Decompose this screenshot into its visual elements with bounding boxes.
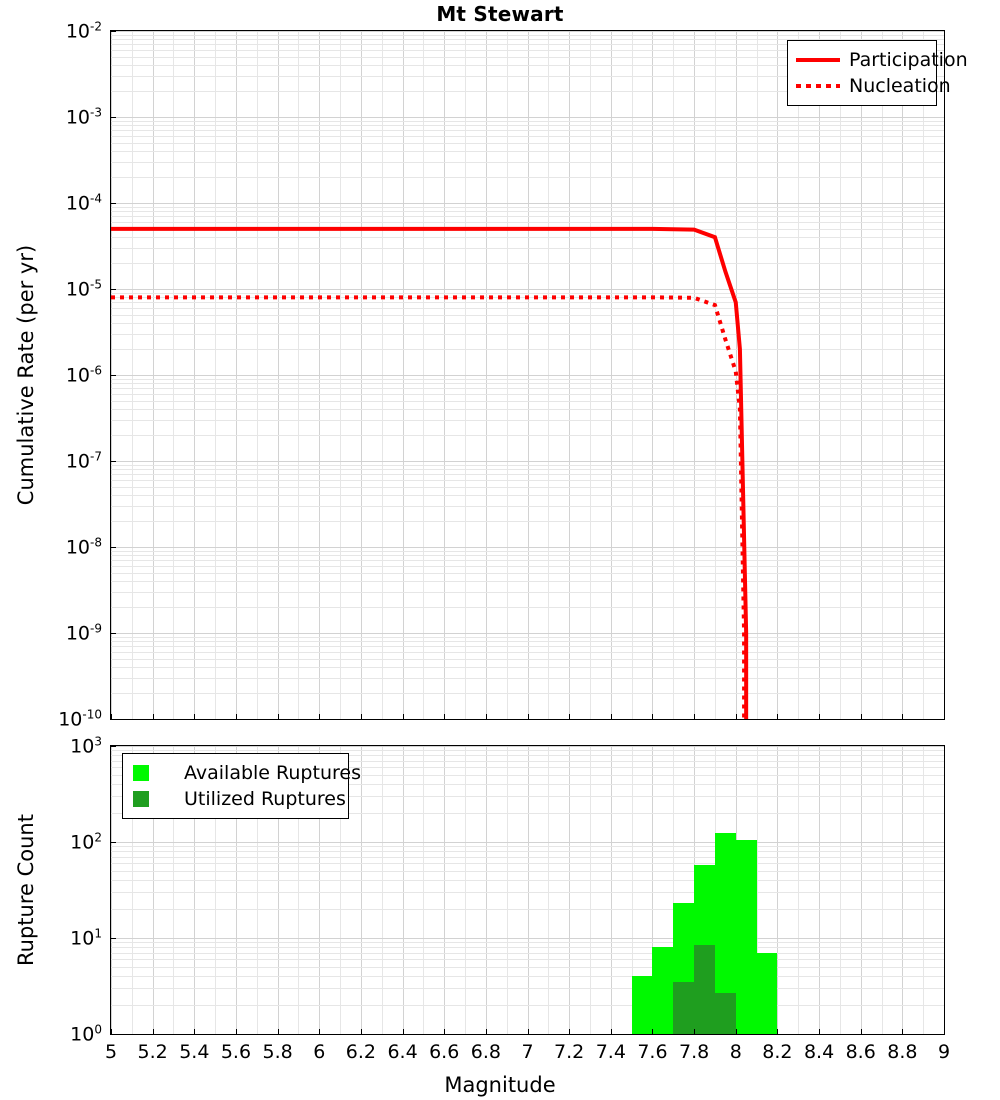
gridline — [111, 880, 944, 881]
y-tick — [110, 117, 116, 118]
gridline — [111, 857, 944, 858]
gridline — [111, 967, 944, 968]
gridline — [944, 746, 945, 1034]
x-tick-label: 6.8 — [470, 1041, 501, 1063]
gridline — [798, 746, 799, 1034]
x-tick-label: 7 — [521, 1041, 534, 1063]
x-tick — [902, 714, 903, 720]
x-tick — [486, 1029, 487, 1035]
gridline — [111, 976, 944, 977]
x-tick — [611, 1029, 612, 1035]
x-tick-label: 7.8 — [678, 1041, 710, 1063]
y-tick — [110, 375, 116, 376]
y-axis-label-bottom: Rupture Count — [14, 814, 38, 966]
legend-label: Nucleation — [849, 75, 951, 97]
x-tick-label: 5.6 — [220, 1041, 252, 1063]
gridline — [111, 938, 944, 939]
y-tick-label: $10^{-10}$ — [58, 707, 102, 731]
bar-utilized — [652, 1034, 673, 1035]
x-tick — [777, 714, 778, 720]
gridline — [528, 746, 529, 1034]
x-tick — [403, 1029, 404, 1035]
gridline — [111, 942, 944, 943]
x-tick — [444, 1029, 445, 1035]
gridline — [111, 953, 944, 954]
gridline — [444, 746, 445, 1034]
bar-available — [611, 1034, 632, 1035]
y-tick — [110, 31, 116, 32]
x-tick — [319, 714, 320, 720]
bar-available — [736, 840, 757, 1034]
x-tick — [694, 1029, 695, 1035]
y-axis-label-top: Cumulative Rate (per yr) — [14, 244, 38, 506]
x-tick — [861, 1029, 862, 1035]
series-line — [111, 297, 744, 719]
gridline — [111, 1005, 944, 1006]
y-tick — [110, 633, 116, 634]
x-tick — [278, 1029, 279, 1035]
gridline — [111, 909, 944, 910]
x-tick — [652, 1029, 653, 1035]
gridline — [777, 746, 778, 1034]
x-tick — [278, 714, 279, 720]
y-tick-label: $10^0$ — [70, 1022, 102, 1046]
x-tick-label: 6.4 — [387, 1041, 418, 1063]
x-tick — [611, 714, 612, 720]
gridline — [569, 746, 570, 1034]
y-tick-label: $10^3$ — [70, 734, 102, 758]
x-tick — [444, 714, 445, 720]
legend-bottom — [122, 753, 361, 819]
bar-utilized — [673, 982, 694, 1034]
gridline — [111, 746, 944, 747]
x-tick — [569, 714, 570, 720]
x-tick-label: 9 — [937, 1041, 951, 1063]
x-tick — [361, 714, 362, 720]
gridline — [590, 746, 591, 1034]
gridline — [111, 842, 944, 843]
x-tick-label: 8.2 — [762, 1041, 793, 1063]
x-tick-label: 8.6 — [845, 1041, 876, 1063]
y-tick — [110, 547, 116, 548]
bar-available — [652, 947, 673, 1034]
gridline — [382, 746, 383, 1034]
x-tick-label: 6 — [313, 1041, 326, 1063]
legend-item-utilized-ruptures — [131, 786, 346, 812]
x-tick — [486, 714, 487, 720]
legend-top — [787, 40, 968, 106]
x-tick-label: 7.2 — [554, 1041, 585, 1063]
line-solid-icon — [796, 51, 840, 69]
gridline — [423, 746, 424, 1034]
x-tick — [736, 1029, 737, 1035]
line-dotted-icon — [796, 77, 840, 95]
x-tick — [736, 714, 737, 720]
y-tick-label: $10^{-8}$ — [65, 535, 102, 559]
series-line — [111, 229, 746, 719]
legend-label: Available Ruptures — [184, 762, 361, 784]
gridline — [111, 746, 112, 1034]
swatch-available-icon — [131, 764, 175, 782]
gridline — [486, 746, 487, 1034]
y-tick-label: $10^{-4}$ — [65, 191, 102, 215]
bar-available — [569, 1034, 590, 1035]
x-tick-label: 8 — [729, 1041, 742, 1063]
gridline — [861, 746, 862, 1034]
x-tick — [944, 714, 945, 720]
gridline — [403, 746, 404, 1034]
x-tick — [528, 714, 529, 720]
x-tick — [153, 714, 154, 720]
gridline — [111, 851, 944, 852]
y-tick — [110, 746, 116, 747]
gridline — [111, 750, 944, 751]
gridline — [611, 746, 612, 1034]
x-tick — [694, 714, 695, 720]
x-tick — [528, 1029, 529, 1035]
x-tick — [819, 1029, 820, 1035]
x-tick — [361, 1029, 362, 1035]
bar-available — [757, 953, 778, 1034]
x-tick-label: 5.8 — [262, 1041, 293, 1063]
y-tick-label: $10^{-5}$ — [65, 277, 102, 301]
gridline — [111, 959, 944, 960]
y-tick — [110, 203, 116, 204]
y-tick-label: $10^1$ — [70, 926, 102, 950]
y-tick — [110, 938, 116, 939]
gridline — [465, 746, 466, 1034]
swatch-utilized-icon — [131, 790, 175, 808]
legend-item-nucleation — [796, 73, 951, 99]
legend-label: Utilized Ruptures — [184, 788, 346, 810]
gridline — [111, 863, 944, 864]
x-tick-label: 8.8 — [887, 1041, 918, 1063]
gridline — [548, 746, 549, 1034]
bar-utilized — [715, 993, 736, 1034]
gridline — [819, 746, 820, 1034]
gridline — [902, 746, 903, 1034]
y-tick-label: $10^{-9}$ — [65, 621, 102, 645]
x-tick — [944, 1029, 945, 1035]
x-tick — [194, 1029, 195, 1035]
gridline — [111, 988, 944, 989]
y-tick-label: $10^{-6}$ — [65, 363, 102, 387]
x-tick — [236, 1029, 237, 1035]
bar-utilized — [694, 945, 715, 1034]
gridline — [361, 746, 362, 1034]
y-tick — [110, 1034, 116, 1035]
x-tick — [652, 714, 653, 720]
page-title: Mt Stewart — [436, 2, 564, 26]
y-tick-label: $10^{-2}$ — [65, 19, 102, 43]
x-tick — [569, 1029, 570, 1035]
x-tick — [861, 714, 862, 720]
gridline — [111, 871, 944, 872]
cumulative-rate-plot — [110, 30, 945, 720]
legend-label: Participation — [849, 49, 968, 71]
x-tick — [403, 714, 404, 720]
y-tick — [110, 461, 116, 462]
x-tick — [194, 714, 195, 720]
x-tick — [902, 1029, 903, 1035]
x-tick — [153, 1029, 154, 1035]
y-tick-label: $10^2$ — [70, 830, 102, 854]
x-tick-label: 6.2 — [345, 1041, 376, 1063]
y-tick-label: $10^{-3}$ — [65, 105, 102, 129]
x-tick-label: 5.4 — [179, 1041, 210, 1063]
gridline — [111, 947, 944, 948]
gridline — [840, 746, 841, 1034]
legend-item-available-ruptures — [131, 760, 361, 786]
legend-item-participation — [796, 47, 968, 73]
x-tick-label: 7.6 — [637, 1041, 668, 1063]
x-tick-label: 7.4 — [595, 1041, 626, 1063]
y-tick — [110, 719, 116, 720]
gridline — [882, 746, 883, 1034]
x-tick — [777, 1029, 778, 1035]
x-tick-label: 5 — [104, 1041, 118, 1063]
gridline — [507, 746, 508, 1034]
y-tick — [110, 289, 116, 290]
x-tick — [819, 714, 820, 720]
bar-available — [632, 976, 653, 1034]
x-tick — [319, 1029, 320, 1035]
x-tick — [236, 714, 237, 720]
y-tick-label: $10^{-7}$ — [65, 449, 102, 473]
x-tick-label: 5.2 — [137, 1041, 168, 1063]
x-tick-label: 6.6 — [429, 1041, 460, 1063]
x-tick-label: 8.4 — [803, 1041, 835, 1063]
x-axis-label: Magnitude — [444, 1073, 556, 1097]
mfd-curves — [111, 31, 944, 719]
y-tick — [110, 842, 116, 843]
gridline — [923, 746, 924, 1034]
gridline — [111, 892, 944, 893]
gridline — [944, 31, 945, 719]
gridline — [111, 846, 944, 847]
